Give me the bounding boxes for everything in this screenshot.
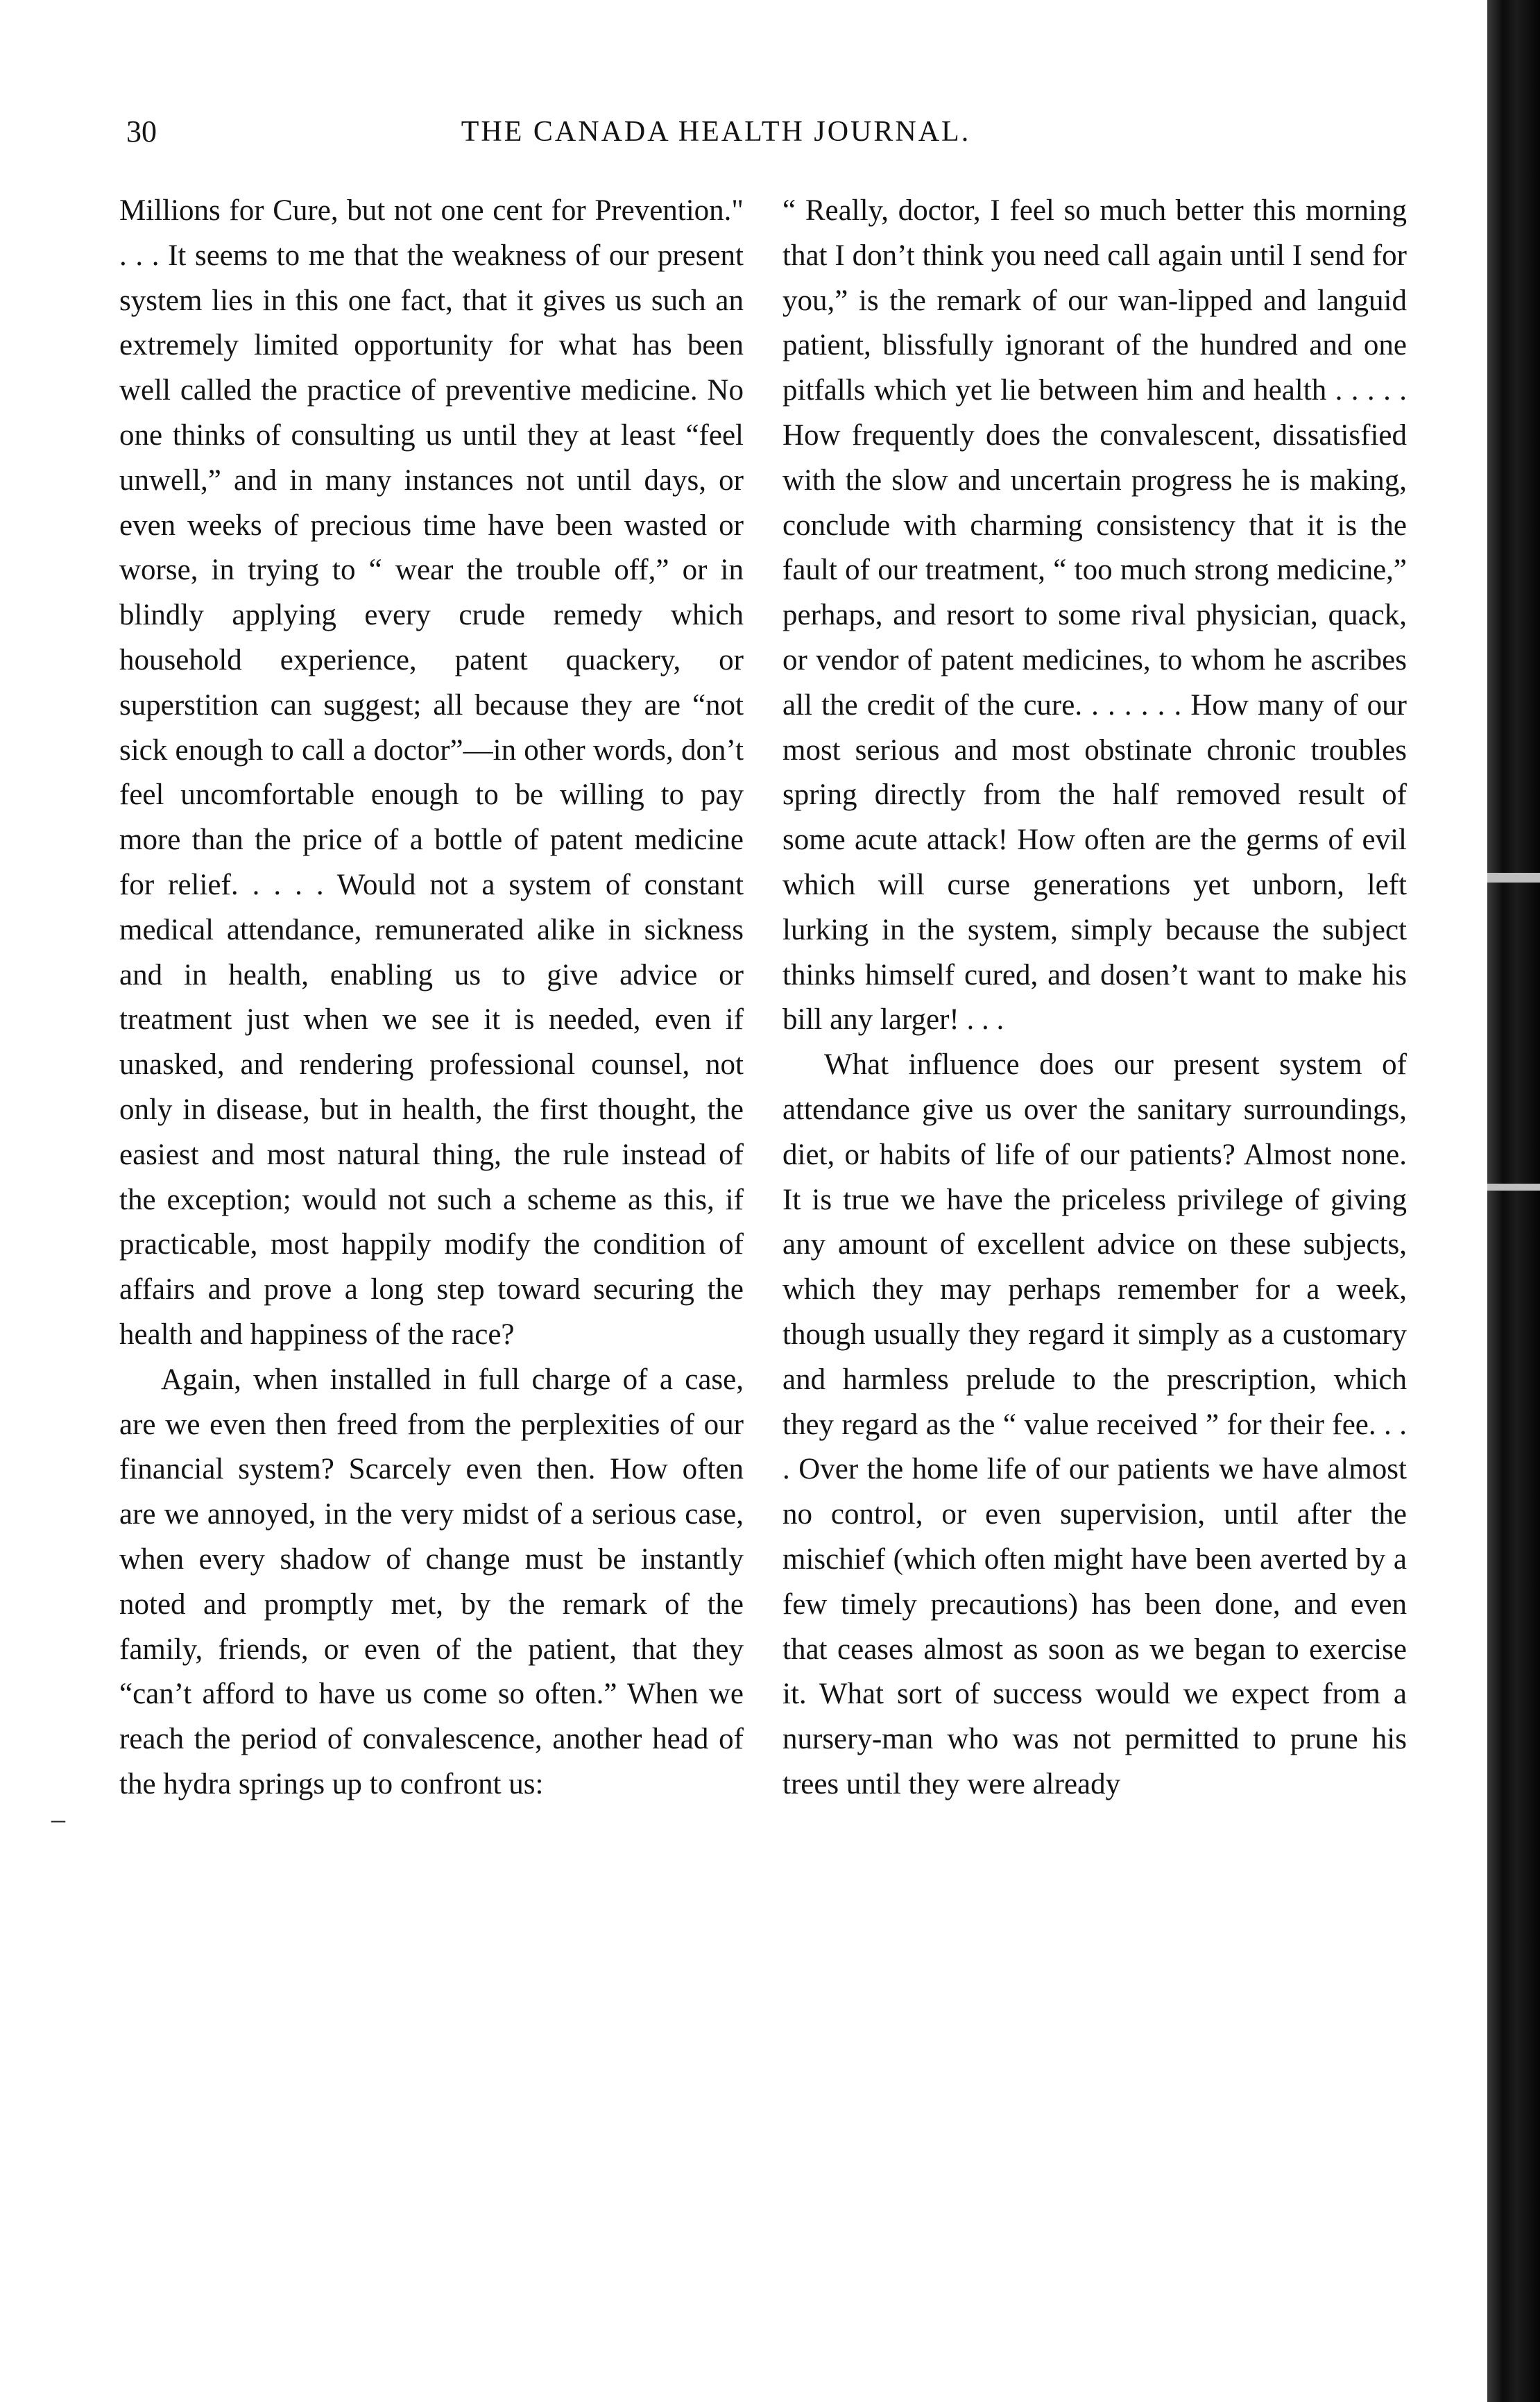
page-number: 30 bbox=[126, 114, 157, 148]
paragraph: Again, when installed in full charge of a case, are we even then freed from the perplexities of our financial system? Scarcely even then. How often are we annoyed, in the very midst of a serious case, when every shadow of change must be instantly noted and promptly met, by the remark of the family, friends, or even of the patient, that they “can’t afford to have us come so often.” When we reach the period of convalescence, another head of the hydra springs up to confront us: bbox=[119, 1363, 744, 1800]
paragraph: Millions for Cure, but not one cent for Prevention." . . . It seems to me that the weakness of our present system lies in this one fact, that it gives us such an extremely limited opportunity for what has been well called the practice of preventive medicine. No one thinks of consulting us until they at least “feel unwell,” and in many instances not until days, or even weeks of precious time have been wasted or worse, in trying to “ wear the trouble off,” or in blindly applying every crude remedy which household experience, patent quackery, or superstition can suggest; all because they are “not sick enough to call a doctor”—in other words, don’t feel uncomfortable enough to be willing to pay more than the price of a bottle of patent medicine for relief. . . . . Would not a system of constant medical attendance, remunerated alike in sickness and in health, enabling us to give advice or treatment just when we see it is needed, even if unasked, and rendering professional counsel, not only in disease, but in health, the first thought, the easiest and most natural thing, the rule instead of the exception; would not such a scheme as this, if practicable, most happily modify the condition of affairs and prove a long step toward securing the health and happiness of the race? bbox=[119, 194, 744, 1351]
left-column bbox=[119, 189, 744, 1807]
paragraph: “ Really, doctor, I feel so much better this morning that I don’t think you need call again until I send for you,” is the remark of our wan-lipped and languid patient, blissfully ignorant of the hundred and one pitfalls which yet lie between him and health . . . . . How frequently does the convalescent, dissatisfied with the slow and uncertain progress he is making, conclude with charming consistency that it is the fault of our treatment, “ too much strong medicine,” perhaps, and resort to some rival physician, quack, or vendor of patent medicines, to whom he ascribes all the credit of the cure. . . . . . . How many of our most serious and most obstinate chronic troubles spring directly from the half removed result of some acute attack! How often are the germs of evil which will curse generations yet unborn, left lurking in the system, simply because the subject thinks himself cured, and dosen’t want to make his bill any larger! . . . bbox=[782, 194, 1407, 1037]
right-column bbox=[782, 189, 1407, 1807]
scan-edge-border bbox=[1487, 0, 1540, 2402]
margin-mark-icon: – bbox=[51, 1803, 65, 1834]
running-head: THE CANADA HEALTH JOURNAL. bbox=[461, 116, 971, 148]
paragraph: What influence does our present system of attendance give us over the sanitary surroundings, diet, or habits of life of our patients? Almost none. It is true we have the priceless privilege of giving any amount of excellent advice on these subjects, which they may perhaps remember for a week, though usually they regard it simply as a customary and harmless prelude to the prescription, which they regard as the “ value received ” for their fee. . . . Over the home life of our patients we have almost no control, or even supervision, until after the mischief (which often might have been averted by a few timely precautions) has been done, and even that ceases almost as soon as we began to exercise it. What sort of success would we expect from a nursery-man who was not permitted to prune his trees until they were already bbox=[782, 1048, 1407, 1800]
page-header bbox=[126, 112, 1153, 157]
